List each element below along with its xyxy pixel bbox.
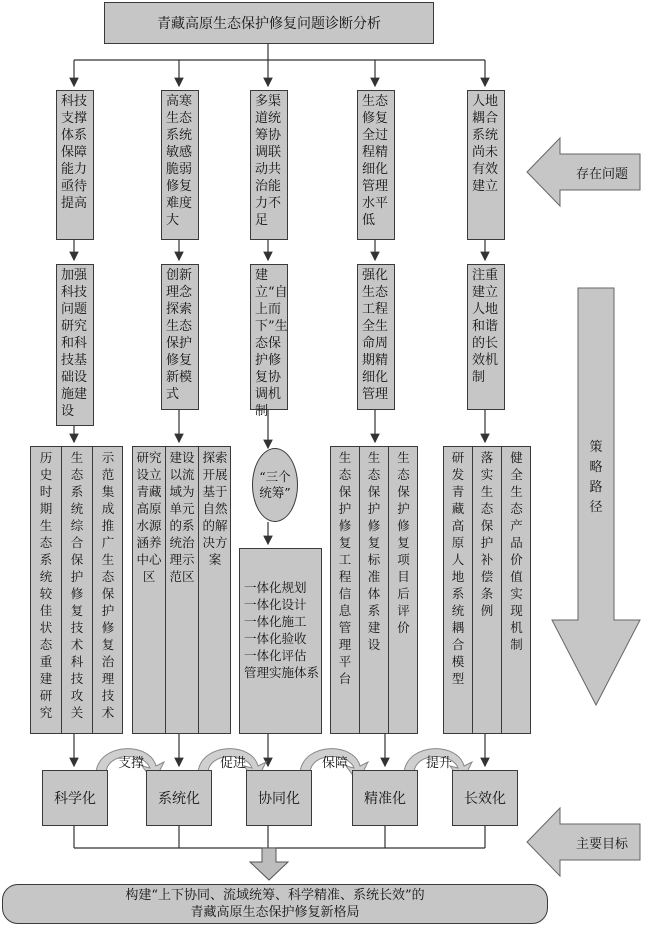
integration-line: 一体化设计 <box>244 597 307 612</box>
side-label-path: 策略路径 <box>589 440 603 515</box>
integration-line: 管理实施体系 <box>244 665 320 680</box>
goal-link-label: 保障 <box>322 756 349 771</box>
goal-link-label: 促进 <box>220 756 247 771</box>
strategy-text: 注重建立人地和谐的长效机制 <box>472 268 499 385</box>
measure-text: 生态保护修复标准体系建设 <box>360 447 389 733</box>
integration-line: 一体化验收 <box>244 631 307 646</box>
problem-box-4 <box>357 90 395 240</box>
integration-line: 一体化规划 <box>244 580 307 595</box>
problem-text: 科技支撑体系保障能力亟待提高 <box>61 94 88 211</box>
problem-text: 人地耦合系统尚未有效建立 <box>472 94 499 194</box>
strategy-box-3 <box>250 264 288 419</box>
goal-label: 精准化 <box>364 791 406 807</box>
final-line: 青藏高原生态保护修复新格局 <box>190 905 360 920</box>
measures-box-5 <box>443 446 531 734</box>
final-outcome-box <box>2 884 548 924</box>
goal-box-4 <box>352 770 418 826</box>
strategy-box-4 <box>357 264 395 410</box>
measures-box-4 <box>330 446 418 734</box>
goal-label: 系统化 <box>158 791 200 807</box>
strategy-text: 创新理念探索生态保护修复新模式 <box>166 268 193 402</box>
goal-box-1 <box>42 770 108 826</box>
side-label-problems: 存在问题 <box>576 167 629 182</box>
measures-box-2 <box>132 446 231 734</box>
measure-text: 健全生态产品价值实现机制 <box>510 450 523 652</box>
goal-box-2 <box>146 770 212 826</box>
strategy-box-2 <box>161 264 199 410</box>
problem-box-2 <box>161 90 199 240</box>
page-title: 青藏高原生态保护修复问题诊断分析 <box>157 16 381 32</box>
strategy-text: 强化生态工程全生命周期精细化管理 <box>362 268 389 402</box>
measure-text: 历史时期生态系统较佳状态重建研究 <box>31 447 62 733</box>
measure-text: 生态系统综合保护修复技术科技攻关 <box>62 447 93 733</box>
measure-text: 建设以流域为单元的系统治理示范区 <box>166 447 199 733</box>
goal-label: 长效化 <box>464 791 506 807</box>
problem-text: 生态修复全过程精细化管理水平低 <box>362 94 389 228</box>
integration-line: 一体化施工 <box>244 614 307 629</box>
three-overall-label: “三个统筹” <box>259 469 291 500</box>
strategy-box-5 <box>467 264 505 410</box>
three-overall-oval <box>252 448 298 522</box>
measure-text: 生态保护修复工程信息管理平台 <box>331 447 360 733</box>
problem-box-3 <box>250 90 288 240</box>
goal-box-5 <box>452 770 518 826</box>
problem-box-5 <box>467 90 505 240</box>
measures-box-1 <box>30 446 123 734</box>
measure-text: 研究设立青藏高原水源涵养中心区 <box>133 447 166 733</box>
measure-text: 研发青藏高原人地系统耦合模型 <box>444 447 473 733</box>
measure-text: 生态保护修复项目后评价 <box>397 450 410 635</box>
final-line: 构建“上下协同、流域统筹、科学精准、系统长效”的 <box>125 888 425 903</box>
measure-text: 示范集成推广生态保护修复治理技术 <box>101 450 115 720</box>
integration-box <box>239 548 322 734</box>
integration-line: 一体化评估 <box>244 648 307 663</box>
problem-text: 高寒生态系统敏感脆弱修复难度大 <box>166 94 193 228</box>
goal-link-label: 提升 <box>426 756 453 771</box>
strategy-text: 建立“自上而下”生态保护修复协调机制 <box>255 268 288 419</box>
goal-link-label: 支撑 <box>118 756 145 771</box>
strategy-text: 加强科技问题研究和科技基础设施建设 <box>61 268 88 419</box>
title-box <box>104 2 434 44</box>
goal-box-3 <box>246 770 312 826</box>
measure-text: 探索开展基于自然的解决方案 <box>202 450 228 567</box>
strategy-box-1 <box>56 264 94 426</box>
side-label-goal: 主要目标 <box>576 837 629 852</box>
goal-label: 科学化 <box>54 791 96 807</box>
problem-box-1 <box>56 90 94 240</box>
problem-text: 多渠道统筹协调联动共治能力不足 <box>255 94 282 228</box>
measure-text: 落实生态保护补偿条例 <box>473 447 502 733</box>
goal-label: 协同化 <box>258 791 300 807</box>
